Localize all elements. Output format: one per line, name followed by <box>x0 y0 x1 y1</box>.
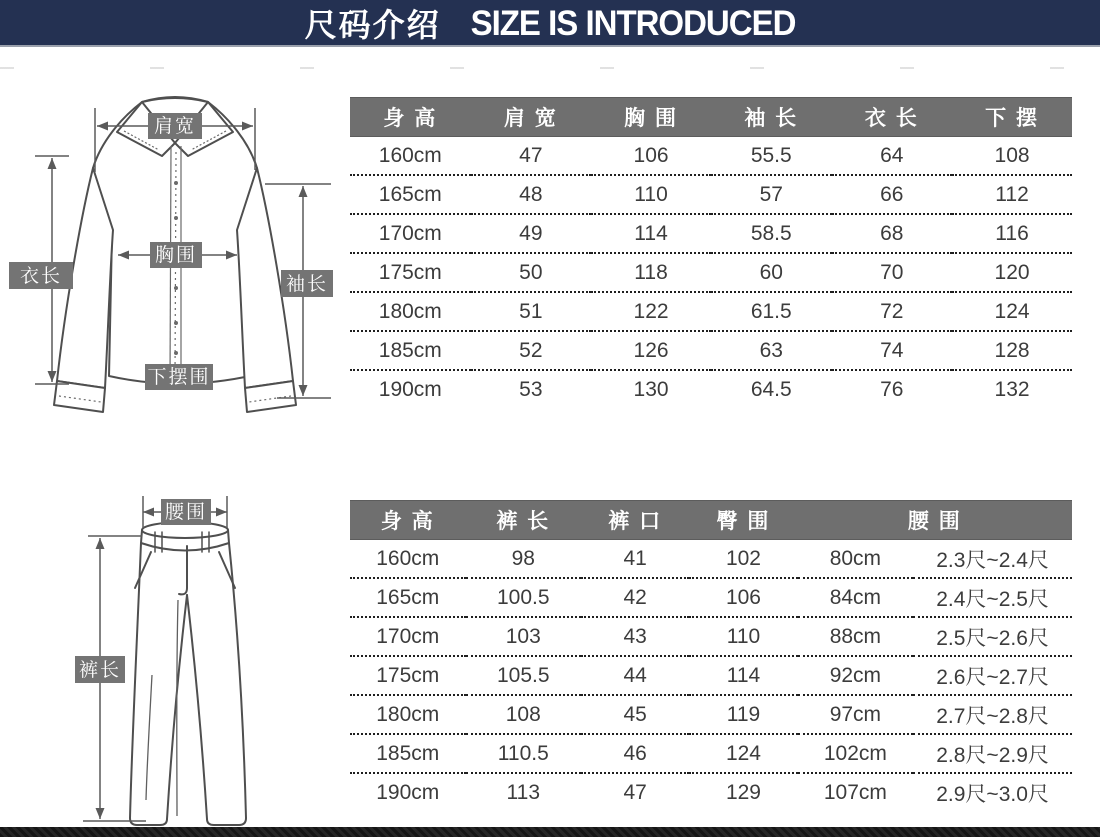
table-cell: 92cm <box>829 663 882 687</box>
table-cell: 47 <box>519 143 543 167</box>
table-cell: 42 <box>623 585 647 609</box>
pants-left-outer-seam <box>130 543 141 818</box>
table-cell: 88cm <box>829 624 882 648</box>
table-cell: 190cm <box>376 780 440 804</box>
table-cell: 118 <box>634 260 668 284</box>
table-cell: 126 <box>633 338 669 362</box>
table-cell: 119 <box>726 702 761 726</box>
table-row <box>350 695 1072 734</box>
shirt-measurement-diagram <box>5 88 340 423</box>
table-cell: 51 <box>519 299 543 323</box>
chest-label: 胸围 <box>154 245 198 266</box>
table-row <box>350 137 1072 176</box>
table-cell: 63 <box>759 338 783 362</box>
shirt-body <box>93 98 257 384</box>
table-cell: 57 <box>759 182 783 206</box>
length-label: 衣长 <box>19 266 63 287</box>
table-cell: 129 <box>725 780 761 804</box>
table-cell: 165cm <box>376 585 440 609</box>
table-row <box>350 617 1072 656</box>
table-row <box>350 578 1072 617</box>
column-header-height: 身 高 <box>350 501 466 540</box>
page-title-english: SIZE IS INTRODUCED <box>470 1 796 42</box>
table-row <box>350 253 1072 292</box>
column-header-waist: 腰 围 <box>798 501 1072 540</box>
table-cell: 103 <box>505 624 541 648</box>
table-cell: 132 <box>994 377 1030 401</box>
page-title-chinese: 尺码介绍 <box>304 6 441 43</box>
table-cell: 2.7尺~2.8尺 <box>936 704 1049 728</box>
table-cell: 98 <box>511 546 535 570</box>
pants-waistband <box>141 530 229 551</box>
table-row <box>350 214 1072 253</box>
table-cell: 190cm <box>378 377 442 401</box>
table-cell: 84cm <box>829 585 882 609</box>
pantslength-label: 裤长 <box>78 660 122 681</box>
table-cell: 41 <box>623 546 647 570</box>
table-cell: 122 <box>633 299 669 323</box>
table-cell: 80cm <box>829 546 882 570</box>
hem-label: 下摆围 <box>147 367 211 388</box>
table-cell: 106 <box>725 585 761 609</box>
table-row <box>350 656 1072 695</box>
watermark-noise <box>0 67 1100 69</box>
table-cell: 55.5 <box>750 143 792 167</box>
table-row <box>350 540 1072 579</box>
table-cell: 110.5 <box>497 741 549 765</box>
table-cell: 108 <box>505 702 541 726</box>
pants-table-header-row <box>350 501 1072 540</box>
table-cell: 66 <box>880 182 904 206</box>
table-cell: 2.8尺~2.9尺 <box>936 743 1049 767</box>
table-cell: 170cm <box>378 221 442 245</box>
table-row <box>350 292 1072 331</box>
shoulder-label: 肩宽 <box>153 116 197 137</box>
table-cell: 130 <box>633 377 669 401</box>
column-header-shoulder: 肩 宽 <box>471 98 592 137</box>
table-cell: 2.3尺~2.4尺 <box>936 548 1049 572</box>
table-cell: 61.5 <box>750 299 792 323</box>
table-cell: 175cm <box>376 663 440 687</box>
table-cell: 128 <box>994 338 1030 362</box>
table-cell: 49 <box>519 221 543 245</box>
shirt-table-header-row <box>350 98 1072 137</box>
table-cell: 114 <box>634 221 668 245</box>
title-bar <box>0 0 1100 47</box>
pants-right-inseam <box>187 595 207 819</box>
right-leg-crease <box>177 600 178 816</box>
table-cell: 2.6尺~2.7尺 <box>936 665 1049 689</box>
column-header-leg-opening: 裤 口 <box>581 501 689 540</box>
table-row <box>350 331 1072 370</box>
pants-left-pocket <box>135 552 151 588</box>
table-cell: 64 <box>880 143 904 167</box>
column-header-pants-length: 裤 长 <box>466 501 582 540</box>
table-cell: 160cm <box>376 546 440 570</box>
pants-measurement-diagram <box>30 480 320 835</box>
table-cell: 97cm <box>829 702 882 726</box>
table-cell: 180cm <box>376 702 440 726</box>
table-cell: 70 <box>880 260 904 284</box>
table-cell: 108 <box>994 143 1030 167</box>
column-header-hip: 臀 围 <box>689 501 797 540</box>
table-cell: 102cm <box>823 741 887 765</box>
table-cell: 124 <box>725 741 761 765</box>
table-cell: 45 <box>623 702 647 726</box>
table-cell: 113 <box>506 780 541 804</box>
pants-fly <box>179 546 187 594</box>
shirt-size-table <box>350 97 1072 408</box>
table-cell: 107cm <box>823 780 887 804</box>
table-row <box>350 175 1072 214</box>
pants-size-table <box>350 500 1072 811</box>
table-cell: 46 <box>623 741 647 765</box>
table-cell: 102 <box>725 546 761 570</box>
table-cell: 112 <box>995 182 1029 206</box>
table-cell: 68 <box>880 221 904 245</box>
table-cell: 50 <box>519 260 543 284</box>
table-cell: 185cm <box>376 741 440 765</box>
table-cell: 48 <box>519 182 543 206</box>
column-header-sleeve: 袖 长 <box>711 98 832 137</box>
table-cell: 2.5尺~2.6尺 <box>936 626 1049 650</box>
table-row <box>350 734 1072 773</box>
table-cell: 74 <box>880 338 904 362</box>
table-cell: 185cm <box>378 338 442 362</box>
table-cell: 43 <box>623 624 647 648</box>
waist-label: 腰围 <box>164 502 208 523</box>
pants-right-hem <box>207 818 246 825</box>
column-header-height: 身 高 <box>350 98 471 137</box>
sleeve-label: 袖长 <box>285 274 329 295</box>
table-cell: 44 <box>623 663 647 687</box>
table-cell: 64.5 <box>750 377 792 401</box>
table-cell: 170cm <box>376 624 440 648</box>
table-row <box>350 773 1072 811</box>
table-cell: 165cm <box>378 182 442 206</box>
table-row <box>350 370 1072 408</box>
table-cell: 110 <box>726 624 761 648</box>
bottom-decor-strip <box>0 827 1100 837</box>
table-cell: 124 <box>994 299 1030 323</box>
table-cell: 2.9尺~3.0尺 <box>936 782 1049 806</box>
pants-right-outer-seam <box>229 543 246 818</box>
table-cell: 114 <box>726 663 761 687</box>
table-cell: 100.5 <box>496 585 550 609</box>
table-cell: 72 <box>880 299 904 323</box>
table-cell: 106 <box>633 143 669 167</box>
table-cell: 58.5 <box>750 221 792 245</box>
table-cell: 60 <box>759 260 783 284</box>
table-cell: 180cm <box>378 299 442 323</box>
table-cell: 47 <box>623 780 647 804</box>
table-cell: 2.4尺~2.5尺 <box>936 587 1049 611</box>
table-cell: 110 <box>634 182 668 206</box>
table-cell: 116 <box>995 221 1029 245</box>
table-cell: 175cm <box>378 260 442 284</box>
table-cell: 120 <box>994 260 1030 284</box>
column-header-length: 衣 长 <box>832 98 953 137</box>
column-header-chest: 胸 围 <box>591 98 711 137</box>
table-cell: 52 <box>519 338 543 362</box>
column-header-hem: 下 摆 <box>952 98 1072 137</box>
left-leg-crease <box>146 675 152 800</box>
table-cell: 160cm <box>378 143 442 167</box>
table-cell: 53 <box>519 377 543 401</box>
table-cell: 105.5 <box>496 663 550 687</box>
table-cell: 76 <box>880 377 904 401</box>
